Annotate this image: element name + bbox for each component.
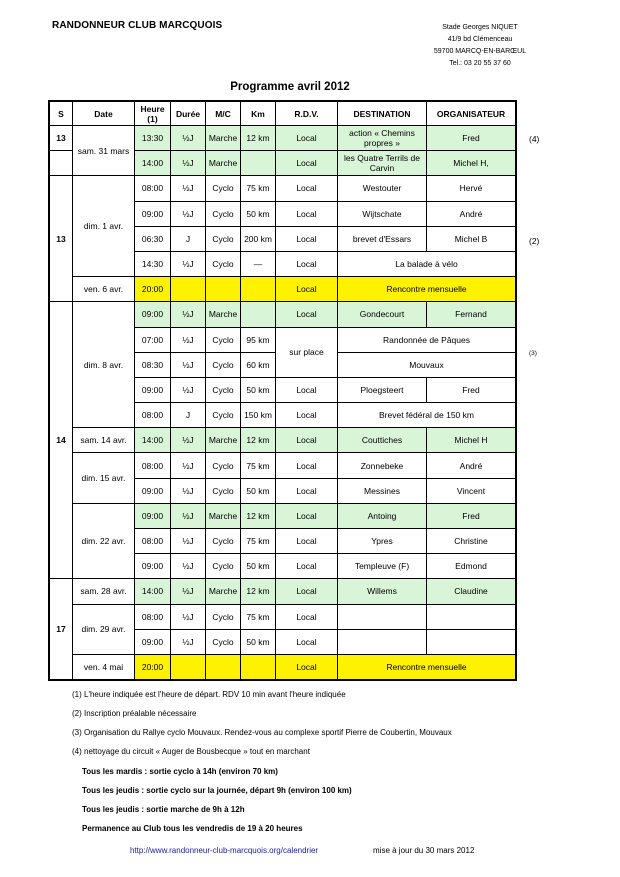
activity-cell: Cyclo: [206, 327, 241, 352]
activity-cell: Cyclo: [206, 478, 241, 503]
organizer-cell: Fred: [427, 377, 516, 402]
rdv-cell: Local: [276, 277, 338, 302]
programme-table: [49, 101, 516, 680]
time-cell: 09:00: [135, 554, 171, 579]
activity-cell: Marche: [206, 126, 241, 151]
distance-cell: 75 km: [241, 529, 276, 554]
rdv-cell: Local: [276, 554, 338, 579]
duration-cell: [171, 277, 206, 302]
time-cell: 14:00: [135, 151, 171, 176]
rdv-cell: Local: [276, 604, 338, 629]
rdv-cell: Local: [276, 377, 338, 402]
organizer-cell: Fernand: [427, 302, 516, 327]
destination-cell: Templeuve (F): [338, 554, 427, 579]
distance-cell: 75 km: [241, 453, 276, 478]
date-cell: ven. 6 avr.: [73, 277, 135, 302]
time-cell: 08:00: [135, 403, 171, 428]
destination-cell: brevet d'Essars: [338, 226, 427, 251]
distance-cell: 50 km: [241, 201, 276, 226]
duration-cell: ½J: [171, 251, 206, 276]
table-row: [50, 277, 516, 302]
duration-cell: ½J: [171, 629, 206, 654]
time-cell: 08:00: [135, 604, 171, 629]
date-cell: dim. 15 avr.: [73, 453, 135, 503]
table-row: [50, 503, 516, 528]
date-cell: dim. 22 avr.: [73, 503, 135, 579]
address-line: 59700 MARCQ-EN-BARŒUL: [433, 48, 527, 55]
date-cell: dim. 1 avr.: [73, 176, 135, 277]
activity-cell: Marche: [206, 579, 241, 604]
weekly-ride-tuesday: Tous les mardis : sortie cyclo à 14h (environ 70 km): [82, 767, 278, 776]
destination-cell: La balade à vélo: [338, 251, 516, 276]
activity-cell: Cyclo: [206, 629, 241, 654]
week-cell: 13: [50, 126, 73, 151]
organizer-cell: Claudine: [427, 579, 516, 604]
distance-cell: —: [241, 251, 276, 276]
activity-cell: Marche: [206, 503, 241, 528]
destination-cell: Messines: [338, 478, 427, 503]
organizer-cell: André: [427, 201, 516, 226]
time-cell: 20:00: [135, 277, 171, 302]
distance-cell: 200 km: [241, 226, 276, 251]
destination-cell: Couttiches: [338, 428, 427, 453]
duration-cell: ½J: [171, 478, 206, 503]
destination-cell: Zonnebeke: [338, 453, 427, 478]
destination-cell: Rencontre mensuelle: [338, 654, 516, 679]
organizer-cell: [427, 604, 516, 629]
footnote-reference: (3): [529, 350, 537, 357]
duration-cell: ½J: [171, 352, 206, 377]
rdv-cell: Local: [276, 226, 338, 251]
table-row: [50, 579, 516, 604]
rdv-cell: Local: [276, 629, 338, 654]
weekly-ride-thursday: Tous les jeudis : sortie cyclo sur la journée, départ 9h (environ 100 km): [82, 786, 352, 795]
destination-cell: Gondecourt: [338, 302, 427, 327]
duration-cell: ½J: [171, 579, 206, 604]
table-row: [50, 604, 516, 629]
destination-cell: [338, 629, 427, 654]
club-office-hours: Permanence au Club tous les vendredis de 19 à 20 heures: [82, 824, 303, 833]
distance-cell: 75 km: [241, 604, 276, 629]
time-cell: 14:00: [135, 579, 171, 604]
rdv-cell: Local: [276, 529, 338, 554]
rdv-cell: Local: [276, 428, 338, 453]
distance-cell: 60 km: [241, 352, 276, 377]
footnote: (3) Organisation du Rallye cyclo Mouvaux. Rendez-vous au complexe sportif Pierre de Coubertin, Mouvaux: [72, 728, 452, 737]
col-header-mc: M/C: [206, 102, 241, 126]
calendar-link[interactable]: http://www.randonneur-club-marcquois.org/calendrier: [130, 846, 319, 855]
distance-cell: 75 km: [241, 176, 276, 201]
destination-cell: Ypres: [338, 529, 427, 554]
distance-cell: 95 km: [241, 327, 276, 352]
distance-cell: 50 km: [241, 629, 276, 654]
duration-cell: ½J: [171, 428, 206, 453]
organizer-cell: Vincent: [427, 478, 516, 503]
time-cell: 13:30: [135, 126, 171, 151]
col-header-destination: DESTINATION: [338, 102, 427, 126]
duration-cell: ½J: [171, 151, 206, 176]
time-cell: 08:30: [135, 352, 171, 377]
organizer-cell: Fred: [427, 503, 516, 528]
time-cell: 07:00: [135, 327, 171, 352]
destination-cell: Ploegsteert: [338, 377, 427, 402]
organizer-cell: André: [427, 453, 516, 478]
distance-cell: 12 km: [241, 579, 276, 604]
table-header-row: [50, 102, 516, 126]
distance-cell: [241, 151, 276, 176]
distance-cell: 12 km: [241, 126, 276, 151]
duration-cell: ½J: [171, 302, 206, 327]
distance-cell: 150 km: [241, 403, 276, 428]
activity-cell: Marche: [206, 302, 241, 327]
week-cell: 17: [50, 579, 73, 680]
time-cell: 06:30: [135, 226, 171, 251]
time-cell: 09:00: [135, 201, 171, 226]
duration-cell: ½J: [171, 529, 206, 554]
activity-cell: Cyclo: [206, 453, 241, 478]
col-header-rdv: R.D.V.: [276, 102, 338, 126]
address-line: Tel.: 03 20 55 37 60: [449, 60, 511, 67]
distance-cell: [241, 277, 276, 302]
rdv-cell: Local: [276, 453, 338, 478]
table-row: [50, 453, 516, 478]
col-header-heure: Heure (1): [135, 102, 171, 126]
rdv-cell: Local: [276, 478, 338, 503]
address-line: 41/9 bd Clémenceau: [447, 36, 513, 43]
duration-cell: ½J: [171, 201, 206, 226]
time-cell: 08:00: [135, 529, 171, 554]
col-header-s: S: [50, 102, 73, 126]
table-row: [50, 176, 516, 201]
activity-cell: Cyclo: [206, 201, 241, 226]
rdv-cell: sur place: [276, 327, 338, 377]
date-cell: sam. 28 avr.: [73, 579, 135, 604]
rdv-cell: Local: [276, 302, 338, 327]
time-cell: 14:00: [135, 428, 171, 453]
table-row: [50, 428, 516, 453]
duration-cell: ½J: [171, 604, 206, 629]
distance-cell: 12 km: [241, 503, 276, 528]
footnote-reference: (4): [529, 134, 540, 144]
club-name: RANDONNEUR CLUB MARCQUOIS: [52, 20, 223, 31]
activity-cell: [206, 277, 241, 302]
activity-cell: Cyclo: [206, 377, 241, 402]
col-header-km: Km: [241, 102, 276, 126]
activity-cell: Cyclo: [206, 529, 241, 554]
duration-cell: ½J: [171, 126, 206, 151]
destination-cell: Randonnée de Pâques: [338, 327, 516, 352]
rdv-cell: Local: [276, 251, 338, 276]
update-date: mise à jour du 30 mars 2012: [373, 846, 475, 855]
distance-cell: 50 km: [241, 377, 276, 402]
time-cell: 09:00: [135, 302, 171, 327]
destination-cell: Wijtschate: [338, 201, 427, 226]
time-cell: 08:00: [135, 453, 171, 478]
distance-cell: 12 km: [241, 428, 276, 453]
time-cell: 09:00: [135, 629, 171, 654]
week-cell: 14: [50, 302, 73, 579]
date-cell: sam. 14 avr.: [73, 428, 135, 453]
date-cell: ven. 4 mai: [73, 654, 135, 679]
destination-cell: Mouvaux: [338, 352, 516, 377]
rdv-cell: Local: [276, 201, 338, 226]
rdv-cell: Local: [276, 151, 338, 176]
rdv-cell: Local: [276, 503, 338, 528]
activity-cell: Cyclo: [206, 176, 241, 201]
duration-cell: ½J: [171, 327, 206, 352]
organizer-cell: Edmond: [427, 554, 516, 579]
time-cell: 09:00: [135, 478, 171, 503]
page-title: Programme avril 2012: [230, 81, 350, 93]
club-address: [400, 22, 560, 70]
weekly-walk-thursday: Tous les jeudis : sortie marche de 9h à 12h: [82, 805, 245, 814]
rdv-cell: Local: [276, 126, 338, 151]
duration-cell: ½J: [171, 176, 206, 201]
activity-cell: Cyclo: [206, 554, 241, 579]
col-header-organisateur: ORGANISATEUR: [427, 102, 516, 126]
date-cell: sam. 31 mars: [73, 126, 135, 176]
table-row: [50, 126, 516, 151]
distance-cell: 50 km: [241, 554, 276, 579]
time-cell: 09:00: [135, 377, 171, 402]
table-row: [50, 302, 516, 327]
destination-cell: [338, 604, 427, 629]
organizer-cell: [427, 629, 516, 654]
organizer-cell: Christine: [427, 529, 516, 554]
organizer-cell: Fred: [427, 126, 516, 151]
distance-cell: [241, 654, 276, 679]
address-line: Stade Georges NIQUET: [442, 24, 518, 31]
date-cell: dim. 29 avr.: [73, 604, 135, 654]
organizer-cell: Michel H,: [427, 151, 516, 176]
time-cell: 20:00: [135, 654, 171, 679]
activity-cell: Cyclo: [206, 352, 241, 377]
destination-cell: Brevet fédéral de 150 km: [338, 403, 516, 428]
time-cell: 08:00: [135, 176, 171, 201]
duration-cell: ½J: [171, 453, 206, 478]
organizer-cell: Michel B: [427, 226, 516, 251]
destination-cell: Rencontre mensuelle: [338, 277, 516, 302]
duration-cell: J: [171, 226, 206, 251]
duration-cell: ½J: [171, 377, 206, 402]
destination-cell: Willems: [338, 579, 427, 604]
activity-cell: [206, 654, 241, 679]
activity-cell: Cyclo: [206, 226, 241, 251]
time-cell: 09:00: [135, 503, 171, 528]
date-cell: dim. 8 avr.: [73, 302, 135, 428]
destination-cell: Westouter: [338, 176, 427, 201]
footnotes: [72, 689, 452, 765]
duration-cell: J: [171, 403, 206, 428]
organizer-cell: Hervé: [427, 176, 516, 201]
time-cell: 14:30: [135, 251, 171, 276]
col-header-duree: Durée: [171, 102, 206, 126]
distance-cell: [241, 302, 276, 327]
footnote: (1) L'heure indiquée est l'heure de départ. RDV 10 min avant l'heure indiquée: [72, 690, 346, 699]
footnote-reference: (2): [529, 236, 540, 246]
rdv-cell: Local: [276, 176, 338, 201]
rdv-cell: Local: [276, 654, 338, 679]
activity-cell: Cyclo: [206, 403, 241, 428]
destination-cell: Antoing: [338, 503, 427, 528]
rdv-cell: Local: [276, 403, 338, 428]
activity-cell: Marche: [206, 151, 241, 176]
activity-cell: Marche: [206, 428, 241, 453]
duration-cell: ½J: [171, 554, 206, 579]
table-row: [50, 654, 516, 679]
col-header-date: Date: [73, 102, 135, 126]
duration-cell: [171, 654, 206, 679]
activity-cell: Cyclo: [206, 604, 241, 629]
week-cell: [50, 151, 73, 176]
footnote: (2) Inscription préalable nécessaire: [72, 709, 197, 718]
footnote: (4) nettoyage du circuit « Auger de Bousbecque » tout en marchant: [72, 747, 310, 756]
distance-cell: 50 km: [241, 478, 276, 503]
week-cell: 13: [50, 176, 73, 302]
activity-cell: Cyclo: [206, 251, 241, 276]
destination-cell: action « Chemins propres »: [338, 126, 427, 151]
destination-cell: les Quatre Terrils de Carvin: [338, 151, 427, 176]
organizer-cell: Michel H: [427, 428, 516, 453]
rdv-cell: Local: [276, 579, 338, 604]
duration-cell: ½J: [171, 503, 206, 528]
